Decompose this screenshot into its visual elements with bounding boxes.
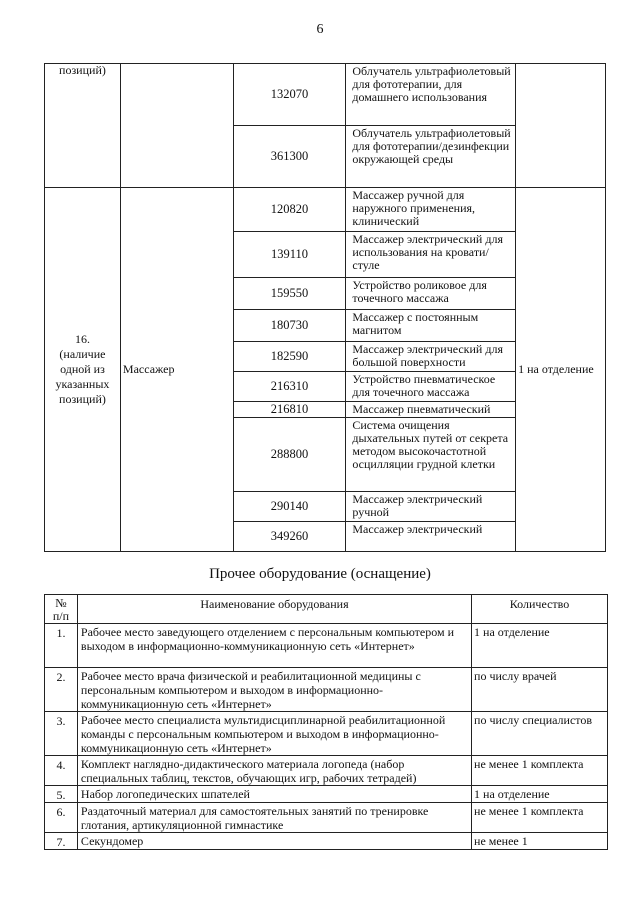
table-row <box>45 803 608 833</box>
item-name: Облучатель ультрафиолетовый для фототерапии/дезинфекции окружающей среды <box>346 126 516 188</box>
item-name: Массажер ручной для наружного применения, клинический <box>346 188 516 232</box>
continued-qty <box>516 64 606 188</box>
equipment-quantity: не менее 1 комплекта <box>472 803 608 833</box>
item-code: 288800 <box>233 418 346 492</box>
item-name: Массажер электрический для большой поверхности <box>346 342 516 372</box>
category-name: Массажер <box>120 188 233 552</box>
equipment-name: Секундомер <box>77 833 471 850</box>
item-code: 180730 <box>233 310 346 342</box>
item-name: Массажер пневматический <box>346 402 516 418</box>
table-row <box>45 624 608 668</box>
row-number: 5. <box>45 786 78 803</box>
equipment-name: Рабочее место специалиста мультидисциплинарной реабилитационной команды с персональным компьютером и выходом в информационно-коммуникационную сеть «Интернет» <box>77 712 471 756</box>
row-number: 6. <box>45 803 78 833</box>
item-name: Устройство роликовое для точечного массажа <box>346 278 516 310</box>
row-number: 7. <box>45 833 78 850</box>
row-number: 3. <box>45 712 78 756</box>
header-qty: Количество <box>472 595 608 624</box>
item-name: Массажер электрический <box>346 522 516 552</box>
other-equipment-table <box>44 594 608 850</box>
header-num: № п/п <box>45 595 78 624</box>
item-code: 290140 <box>233 492 346 522</box>
item-code: 120820 <box>233 188 346 232</box>
page-number: 6 <box>316 22 324 37</box>
item-code: 182590 <box>233 342 346 372</box>
row-number: 4. <box>45 756 78 786</box>
equipment-name: Комплект наглядно-дидактического материала логопеда (набор специальных таблиц, текстов, обучающих игр, рабочих тетрадей) <box>77 756 471 786</box>
item-name: Массажер с постоянным магнитом <box>346 310 516 342</box>
table-row <box>45 188 606 232</box>
item-code: 139110 <box>233 232 346 278</box>
continued-position: позиций) <box>45 64 121 188</box>
row-number: 1. <box>45 624 78 668</box>
item-name: Система очищения дыхательных путей от секрета методом высокочастотной осцилляции грудной клетки <box>346 418 516 492</box>
item-code: 216310 <box>233 372 346 402</box>
equipment-name: Рабочее место заведующего отделением с персональным компьютером и выходом в информационно-коммуникационную сеть «Интернет» <box>77 624 471 668</box>
item-name: Массажер электрический ручной <box>346 492 516 522</box>
item-name: Устройство пневматическое для точечного массажа <box>346 372 516 402</box>
row-number: 2. <box>45 668 78 712</box>
equipment-name: Рабочее место врача физической и реабилитационной медицины с персональным компьютером и выходом в информационно-коммуникационную сеть «Интернет» <box>77 668 471 712</box>
position-number: 16. (наличие одной из указанных позиций) <box>45 188 121 552</box>
section-title: Прочее оборудование (оснащение) <box>209 566 431 582</box>
item-code: 216810 <box>233 402 346 418</box>
table-row <box>45 668 608 712</box>
header-name: Наименование оборудования <box>77 595 471 624</box>
equipment-quantity: 1 на отделение <box>472 786 608 803</box>
item-code: 132070 <box>233 64 346 126</box>
equipment-quantity: по числу врачей <box>472 668 608 712</box>
item-code: 349260 <box>233 522 346 552</box>
item-code: 361300 <box>233 126 346 188</box>
table-row <box>45 786 608 803</box>
equipment-name: Набор логопедических шпателей <box>77 786 471 803</box>
quantity: 1 на отделение <box>516 188 606 552</box>
table-row <box>45 712 608 756</box>
equipment-table <box>44 63 606 552</box>
table-row <box>45 833 608 850</box>
table-row <box>45 756 608 786</box>
equipment-name: Раздаточный материал для самостоятельных занятий по тренировке глотания, артикуляционной гимнастике <box>77 803 471 833</box>
equipment-quantity: 1 на отделение <box>472 624 608 668</box>
continued-category <box>120 64 233 188</box>
item-code: 159550 <box>233 278 346 310</box>
equipment-quantity: не менее 1 комплекта <box>472 756 608 786</box>
equipment-quantity: по числу специалистов <box>472 712 608 756</box>
equipment-quantity: не менее 1 <box>472 833 608 850</box>
item-name: Облучатель ультрафиолетовый для фототерапии, для домашнего использования <box>346 64 516 126</box>
table-row <box>45 64 606 126</box>
item-name: Массажер электрический для использования на кровати/стуле <box>346 232 516 278</box>
